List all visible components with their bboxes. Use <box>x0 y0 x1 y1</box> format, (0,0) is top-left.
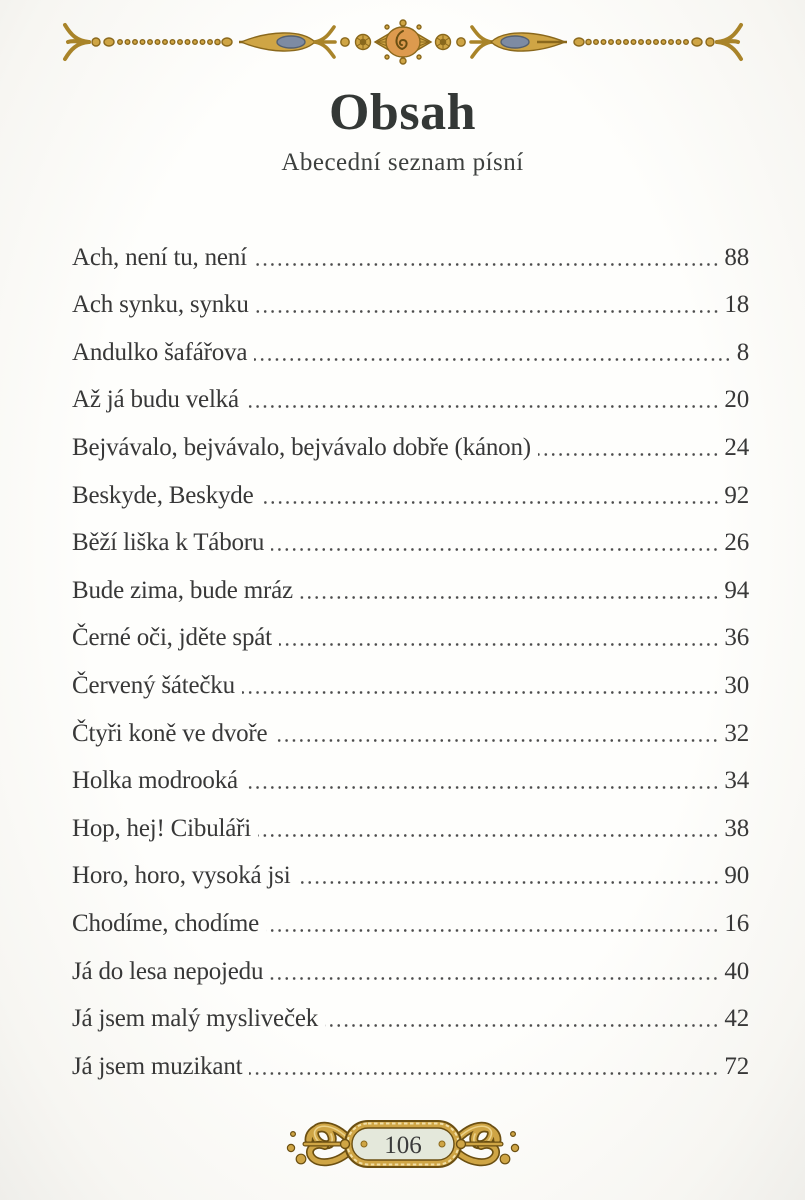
toc-dot-leader <box>298 881 720 884</box>
toc-entry-page-number: 38 <box>724 814 749 842</box>
toc-entry-page-number: 94 <box>724 576 749 604</box>
toc-entry-page-number: 34 <box>724 767 749 795</box>
toc-row <box>72 280 749 328</box>
toc-entry-title: Já jsem malý mysliveček <box>72 1005 319 1033</box>
page-subtitle: Abecední seznam písní <box>281 149 524 177</box>
toc-entry-title: Černé oči, jděte spát <box>72 624 272 652</box>
toc-entry-title: Já do lesa nepojedu <box>72 957 264 985</box>
toc-entry-title: Chodíme, chodíme <box>72 909 260 937</box>
toc-row <box>72 898 749 946</box>
page-number: 106 <box>383 1132 422 1159</box>
toc-dot-leader <box>538 453 720 456</box>
toc-entry-title: Horo, horo, vysoká jsi <box>72 862 291 890</box>
toc-dot-leader <box>270 977 719 980</box>
toc-entry-page-number: 16 <box>724 909 749 937</box>
toc-dot-leader <box>279 643 720 646</box>
toc-row <box>72 375 749 423</box>
toc-row <box>72 851 749 899</box>
toc-entry-title: Hop, hej! Cibuláři <box>72 814 252 842</box>
toc-entry-title: Já jsem muzikant <box>72 1052 243 1080</box>
toc-entry-page-number: 30 <box>724 671 749 699</box>
toc-entry-page-number: 90 <box>724 862 749 890</box>
toc-row <box>72 1041 749 1089</box>
toc-entry-title: Holka modrooká <box>72 767 238 795</box>
toc-entry-page-number: 32 <box>724 719 749 747</box>
toc-row <box>72 422 749 470</box>
toc-entry-page-number: 40 <box>724 957 749 985</box>
page-title: Obsah <box>328 84 477 141</box>
toc-dot-leader <box>274 739 719 742</box>
toc-entry-page-number: 72 <box>724 1052 749 1080</box>
toc-dot-leader <box>261 501 720 504</box>
toc-row <box>72 994 749 1042</box>
toc-entry-title: Běží liška k Táboru <box>72 529 265 557</box>
toc-row <box>72 660 749 708</box>
toc-entry-page-number: 42 <box>724 1005 749 1033</box>
toc-row <box>72 565 749 613</box>
toc-row <box>72 708 749 756</box>
toc-entry-page-number: 24 <box>724 433 749 461</box>
toc-row <box>72 518 749 566</box>
toc-dot-leader <box>249 1072 719 1075</box>
toc-list <box>72 232 749 1089</box>
toc-entry-title: Bude zima, bude mráz <box>72 576 293 604</box>
toc-entry-title: Ach, není tu, není <box>72 243 247 271</box>
toc-entry-page-number: 88 <box>724 243 749 271</box>
title-block <box>0 84 805 177</box>
toc-entry-title: Červený šátečku <box>72 671 235 699</box>
toc-entry-title: Až já budu velká <box>72 386 239 414</box>
toc-dot-leader <box>271 548 719 551</box>
toc-row <box>72 803 749 851</box>
toc-dot-leader <box>300 596 719 599</box>
toc-entry-title: Ach synku, synku <box>72 291 249 319</box>
toc-entry-title: Bejvávalo, bejvávalo, bejvávalo dobře (kánon) <box>72 433 531 461</box>
toc-dot-leader <box>266 929 719 932</box>
toc-entry-page-number: 20 <box>724 386 749 414</box>
toc-dot-leader <box>254 263 720 266</box>
toc-row <box>72 613 749 661</box>
toc-entry-page-number: 36 <box>724 624 749 652</box>
toc-row <box>72 470 749 518</box>
toc-dot-leader <box>246 405 720 408</box>
toc-dot-leader <box>245 786 719 789</box>
toc-row <box>72 232 749 280</box>
toc-entry-title: Andulko šafářova <box>72 338 248 366</box>
toc-dot-leader <box>325 1024 719 1027</box>
toc-entry-title: Čtyři koně ve dvoře <box>72 719 268 747</box>
toc-dot-leader <box>256 310 720 313</box>
toc-entry-title: Beskyde, Beskyde <box>72 481 254 509</box>
toc-row <box>72 756 749 804</box>
toc-entry-page-number: 18 <box>724 291 749 319</box>
top-filigree-divider-icon <box>62 18 744 66</box>
toc-row <box>72 327 749 375</box>
toc-entry-page-number: 8 <box>736 338 749 366</box>
toc-entry-page-number: 26 <box>724 529 749 557</box>
page-number-plaque-icon <box>285 1112 521 1178</box>
toc-entry-page-number: 92 <box>724 481 749 509</box>
toc-dot-leader <box>254 358 731 361</box>
toc-dot-leader <box>242 691 719 694</box>
toc-row <box>72 946 749 994</box>
toc-dot-leader <box>258 834 719 837</box>
